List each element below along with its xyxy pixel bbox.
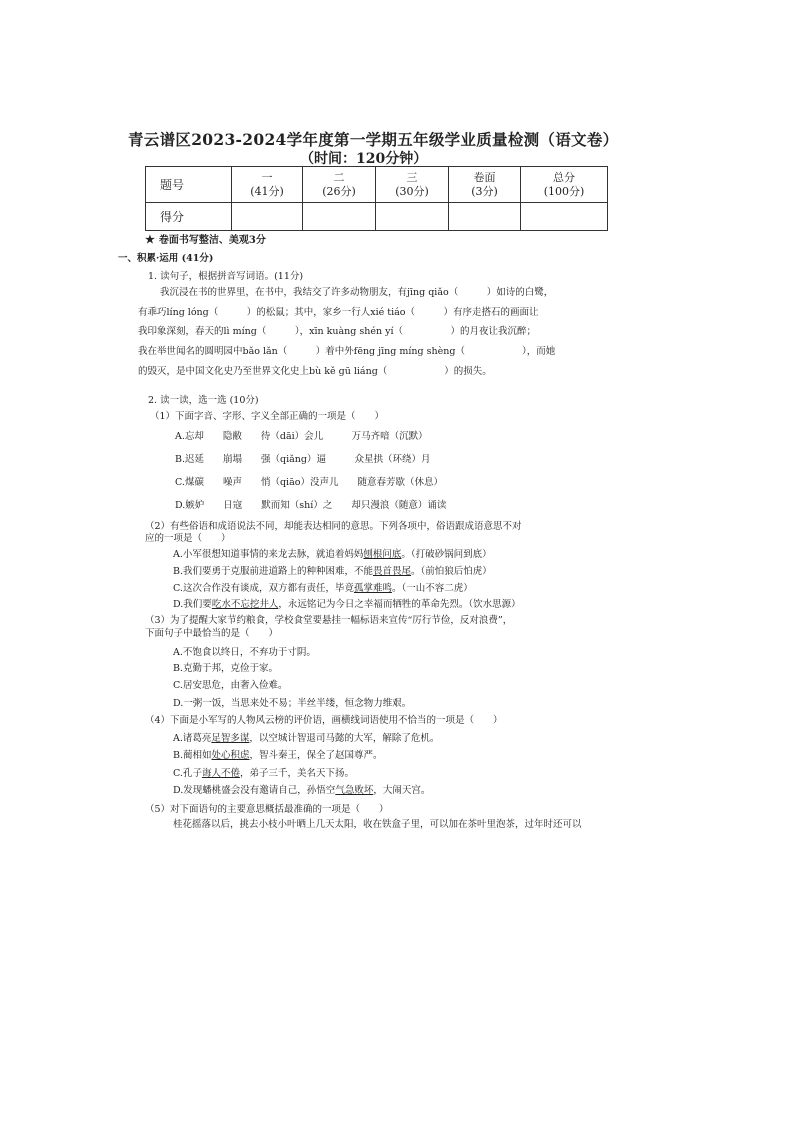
score-table-col-5: 总分 (100分) [521, 167, 608, 203]
score-cell-2 [303, 203, 376, 231]
q2-4-option-c: C.孔子诲人不倦，弟子三千，美名天下扬。 [173, 768, 354, 779]
q2-2-option-b: B.我们要勇于克服前进道路上的种种困难，不能畏首畏尾。（前怕狼后怕虎） [173, 566, 492, 577]
score-table-col-4: 卷面 (3分) [449, 167, 521, 203]
section-heading: 一、积累·运用 (41分) [118, 253, 214, 264]
q1-line-5: 的毁灭，是中国文化史乃至世界文化史上bù kě gū liáng（ ）的损失。 [138, 366, 492, 377]
q2-1-option-d: D.嫉妒 日寇 默而知（shí）之 却只漫浪（随意）诵读 [175, 500, 447, 511]
q2-2-option-d: D.我们要吃水不忘挖井人，永远铭记为今日之幸福而牺牲的革命先烈。（饮水思源） [173, 599, 521, 610]
q2-2-stem-2: 应的一项是（ ） [145, 533, 231, 544]
q2-2-option-a: A.小军很想知道事情的来龙去脉，就追着妈妈刨根问底。（打破砂锅问到底） [173, 549, 492, 560]
q2-1-option-b: B.迟延 崩塌 强（qiǎng）逼 众星拱（环绕）月 [175, 454, 431, 465]
q2-1-option-c: C.煤碳 噪声 悄（qiāo）没声儿 随意春芳歇（休息） [175, 477, 443, 488]
score-table-col-1: 一 (41分) [232, 167, 303, 203]
score-cell-3 [376, 203, 449, 231]
q1-line-3: 我印象深刻，春天的lì míng（ ），xīn kuàng shén yí（ ）的月夜让我沉醉； [138, 326, 537, 337]
score-table-row-label-score: 得分 [146, 203, 232, 231]
handwriting-note: ★ 卷面书写整洁、美观3分 [145, 233, 266, 246]
exam-title: 青云谱区2023-2024学年度第一学期五年级学业质量检测（语文卷） [128, 130, 619, 149]
q2-2-option-c: C.这次合作没有谈成，双方都有责任，毕竟孤掌难鸣。（一山不容二虎） [173, 583, 473, 594]
star-icon: ★ [145, 233, 155, 246]
score-cell-1 [232, 203, 303, 231]
q2-3-stem-1: （3）为了提醒大家节约粮食，学校食堂要悬挂一幅标语来宣传“厉行节俭，反对浪费”， [145, 615, 513, 626]
q2-1-stem: （1）下面字音、字形、字义全部正确的一项是（ ） [150, 411, 385, 422]
q2-4-option-a: A.诸葛亮足智多谋，以空城计智退司马懿的大军，解除了危机。 [173, 733, 440, 744]
q2-4-stem: （4）下面是小军写的人物风云榜的评价语，画横线词语使用不恰当的一项是（ ） [145, 715, 503, 726]
q2-3-option-d: D.一粥一饭，当思来处不易；半丝半缕，恒念物力维艰。 [173, 698, 412, 709]
q2-5-stem: （5）对下面语句的主要意思概括最准确的一项是（ ） [145, 804, 389, 815]
score-table-col-3: 三 (30分) [376, 167, 449, 203]
score-table-row-label-number: 题号 [146, 167, 232, 203]
q2-5-passage: 桂花摇落以后，挑去小枝小叶晒上几天太阳，收在铁盒子里，可以加在茶叶里泡茶，过年时还可以 [173, 819, 582, 830]
q2-4-option-b: B.蔺相如处心积虑，智斗秦王，保全了赵国尊严。 [173, 750, 383, 761]
q2-1-option-a: A.忘却 隐敝 待（dāi）会儿 万马齐喑（沉默） [175, 431, 428, 442]
q2-3-stem-2: 下面句子中最恰当的是（ ） [145, 628, 279, 639]
q2-3-option-c: C.居安思危，由奢入俭难。 [173, 680, 288, 691]
score-table [145, 166, 608, 231]
q1-line-4: 我在举世闻名的圆明园中bǎo lǎn（ ）着中外fēng jīng míng shèng（ ），而她 [138, 346, 556, 357]
q2-heading: 2. 读一读，选一选 (10分) [148, 395, 259, 406]
q2-3-option-a: A.不饱食以终日，不弃功于寸阴。 [173, 647, 316, 658]
score-cell-5 [521, 203, 608, 231]
q1-line-1: 我沉浸在书的世界里，在书中，我结交了许多动物朋友，有jīng qiǎo（ ）如诗的白鹭， [160, 287, 554, 298]
q1-heading: 1. 读句子，根据拼音写词语。(11分) [148, 271, 304, 282]
q1-line-2: 有乖巧líng lóng（ ）的松鼠；其中，家乡一行人xié tiáo（ ）有序走搭石的画面让 [138, 307, 539, 318]
score-cell-4 [449, 203, 521, 231]
score-table-col-2: 二 (26分) [303, 167, 376, 203]
exam-time: （时间：120分钟） [300, 151, 428, 167]
q2-3-option-b: B.克勤于邦，克俭于家。 [173, 663, 279, 674]
q2-2-stem-1: （2）有些俗语和成语说法不同，却能表达相同的意思。下列各项中，俗语跟成语意思不对 [145, 521, 522, 532]
q2-4-option-d: D.发现蟠桃盛会没有邀请自己，孙悟空气急败坏，大闹天宫。 [173, 785, 431, 796]
